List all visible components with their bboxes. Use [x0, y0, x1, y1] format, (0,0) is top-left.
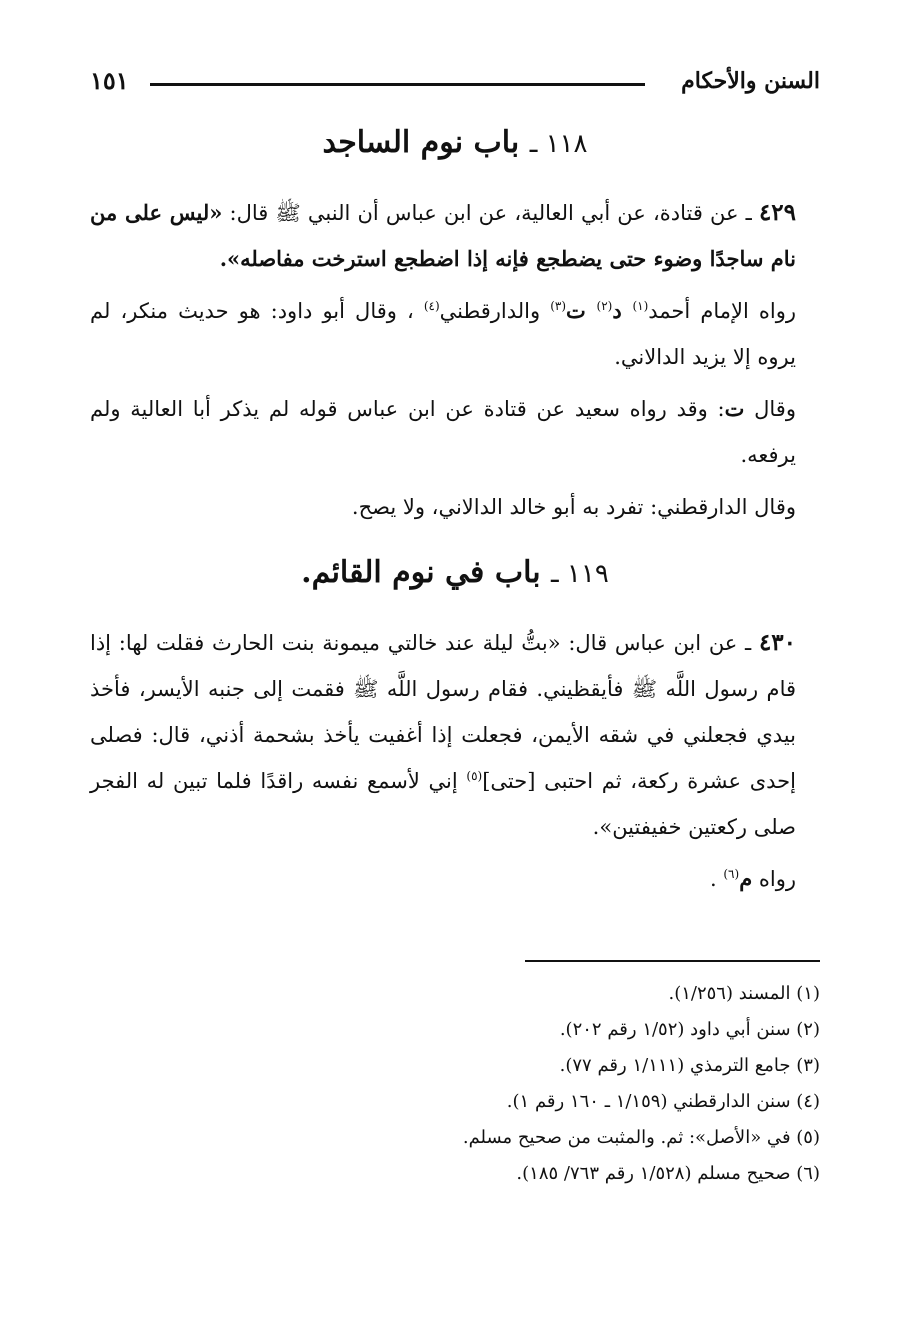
footnote-ref: (٤) — [423, 299, 440, 313]
narration-paragraph — [90, 856, 820, 902]
tirmidhi-note — [90, 386, 820, 478]
chapter-heading-119 — [90, 552, 820, 594]
narration-text: والدارقطني — [439, 299, 551, 323]
siglum-tirmidhi: ت — [724, 396, 745, 421]
footnote-ref: (٢) — [596, 299, 613, 313]
footnote: (٤) سنن الدارقطني (١/١٥٩ ـ ١٦٠ رقم ١). — [506, 1091, 820, 1112]
narration-text: رواه — [752, 867, 796, 891]
footnote: (٥) في «الأصل»: ثم. والمثبت من صحيح مسلم. — [462, 1127, 820, 1148]
hadith-intro: ـ عن قتادة، عن أبي العالية، عن ابن عباس أن النبي ﷺ قال: — [222, 201, 759, 225]
narration-paragraph — [90, 288, 820, 380]
siglum-tirmidhi: ت — [566, 298, 597, 323]
header-rule — [150, 83, 645, 86]
narration-text: . — [710, 867, 724, 891]
hadith-429 — [90, 190, 820, 282]
siglum-abu-dawud: د — [612, 298, 633, 323]
chapter-number: ١١٨ ـ — [529, 129, 588, 159]
hadith-number: ٤٣٠ — [758, 629, 796, 656]
hadith-430 — [90, 620, 820, 850]
note-text: وقال — [744, 397, 796, 421]
narration-text: ، وقال أبو داود: هو حديث منكر، لم يروه إلا يزيد الدالاني. — [90, 299, 796, 369]
chapter-title: باب في نوم القائم. — [301, 555, 541, 590]
chapter-heading-118 — [90, 122, 820, 164]
page-number: ١٥١ — [90, 66, 129, 95]
footnote-ref: (١) — [632, 299, 649, 313]
chapter-title: باب نوم الساجد — [322, 125, 520, 160]
footnote: (٢) سنن أبي داود (١/٥٢ رقم ٢٠٢). — [559, 1019, 820, 1040]
narration-text: رواه الإمام أحمد — [648, 299, 796, 323]
hadith-quote: «ليس على من نام ساجدًا وضوء حتى يضطجع فإنه إذا اضطجع استرخت مفاصله». — [90, 200, 796, 271]
running-title: السنن والأحكام — [681, 68, 820, 94]
footnote: (١) المسند (١/٢٥٦). — [668, 983, 820, 1004]
daraqutni-note: وقال الدارقطني: تفرد به أبو خالد الدالاني، ولا يصح. — [351, 495, 796, 519]
siglum-muslim: م — [739, 866, 753, 891]
footnote: (٣) جامع الترمذي (١/١١١ رقم ٧٧). — [559, 1055, 820, 1076]
page-body — [90, 60, 820, 908]
note-text: : وقد رواه سعيد عن قتادة عن ابن عباس قوله لم يذكر أبا العالية ولم يرفعه. — [90, 397, 796, 467]
hadith-text: إني لأسمع نفسه راقدًا فلما تبين له الفجر صلى ركعتين خفيفتين». — [90, 769, 796, 839]
chapter-number: ١١٩ ـ — [551, 559, 609, 589]
footnote-rule — [525, 960, 820, 962]
footnote: (٦) صحيح مسلم (١/٥٢٨ رقم ٧٦٣/ ١٨٥). — [516, 1163, 820, 1184]
footnote-ref: (٦) — [723, 867, 740, 881]
footnotes — [90, 960, 820, 1192]
footnote-ref: (٣) — [550, 299, 567, 313]
hadith-number: ٤٢٩ — [758, 199, 796, 226]
footnote-ref: (٥) — [466, 769, 483, 783]
hadith-text: ـ عن ابن عباس قال: «بتُّ ليلة عند خالتي ميمونة بنت الحارث فقلت لها: إذا قام رسول اللَّه ﷺ فأيقظيني. فقام رسول اللَّه ﷺ فقمت إلى جنبه الأيسر، فأخذ بيدي فجعلني في شقه الأيمن، فجعلت إذا أغفيت يأخذ بشحمة أذني، قال: فصلى إحدى عشرة ركعة، ثم احتبى [حتى] — [90, 631, 797, 793]
running-header — [90, 60, 820, 100]
